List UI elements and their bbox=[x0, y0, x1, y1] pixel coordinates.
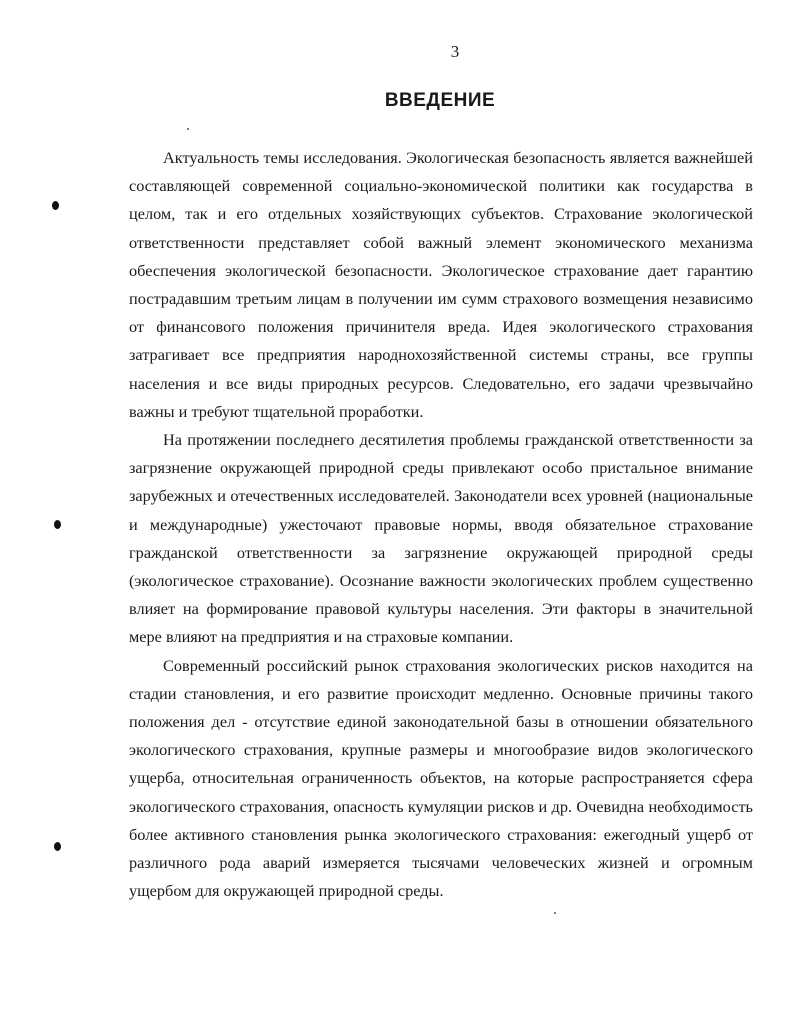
page-number: 3 bbox=[450, 42, 460, 61]
body-text bbox=[129, 144, 753, 905]
scan-speck bbox=[554, 912, 556, 914]
paragraph-civil-liability: На протяжении последнего десятилетия проблемы гражданской ответственности за загрязнение окружающей природной среды привлекают особо пристальное внимание зарубежных и отечественных исследователей. Законодатели всех уровней (национальные и международные) ужесточают правовые нормы, вводя обязательное страхование гражданской ответственности за загрязнение окружающей природной среды (экологическое страхование). Осознание важности экологических проблем существенно влияет на формирование правовой культуры населения. Эти факторы в значительной мере влияют на предприятия и на страховые компании. bbox=[129, 430, 753, 647]
paragraph-relevance: Актуальность темы исследования. Экологическая безопасность является важнейшей составляющей современной социально-экономической политики как государства в целом, так и его отдельных хозяйствующих субъектов. Страхование экологической ответственности представляет собой важный элемент экономического механизма обеспечения экологической безопасности. Экологическое страхование дает гарантию пострадавшим третьим лицам в получении им сумм страхового возмещения независимо от финансового положения причинителя вреда. Идея экологического страхования затрагивает все предприятия народнохозяйственной системы страны, все группы населения и все виды природных ресурсов. Следовательно, его задачи чрезвычайно важны и требуют тщательной проработки. bbox=[129, 148, 753, 421]
binder-hole-mark-middle bbox=[54, 520, 61, 529]
binder-hole-mark-bottom bbox=[54, 842, 61, 851]
scan-speck bbox=[187, 128, 189, 130]
paragraph-russian-market: Современный российский рынок страхования экологических рисков находится на стадии становления, и его развитие происходит медленно. Основные причины такого положения дел - отсутствие единой законодательной базы в отношении обязательного экологического страхования, крупные размеры и многообразие видов экологического ущерба, относительная ограниченность объектов, на которые распространяется сфера экологического страхования, опасность кумуляции рисков и др. Очевидна необходимость более активного становления рынка экологического страхования: ежегодный ущерб от различного рода аварий измеряется тысячами человеческих жизней и огромным ущербом для окружающей природной среды. bbox=[129, 655, 753, 901]
binder-hole-mark-top bbox=[52, 201, 59, 210]
section-title: ВВЕДЕНИЕ bbox=[384, 90, 496, 111]
